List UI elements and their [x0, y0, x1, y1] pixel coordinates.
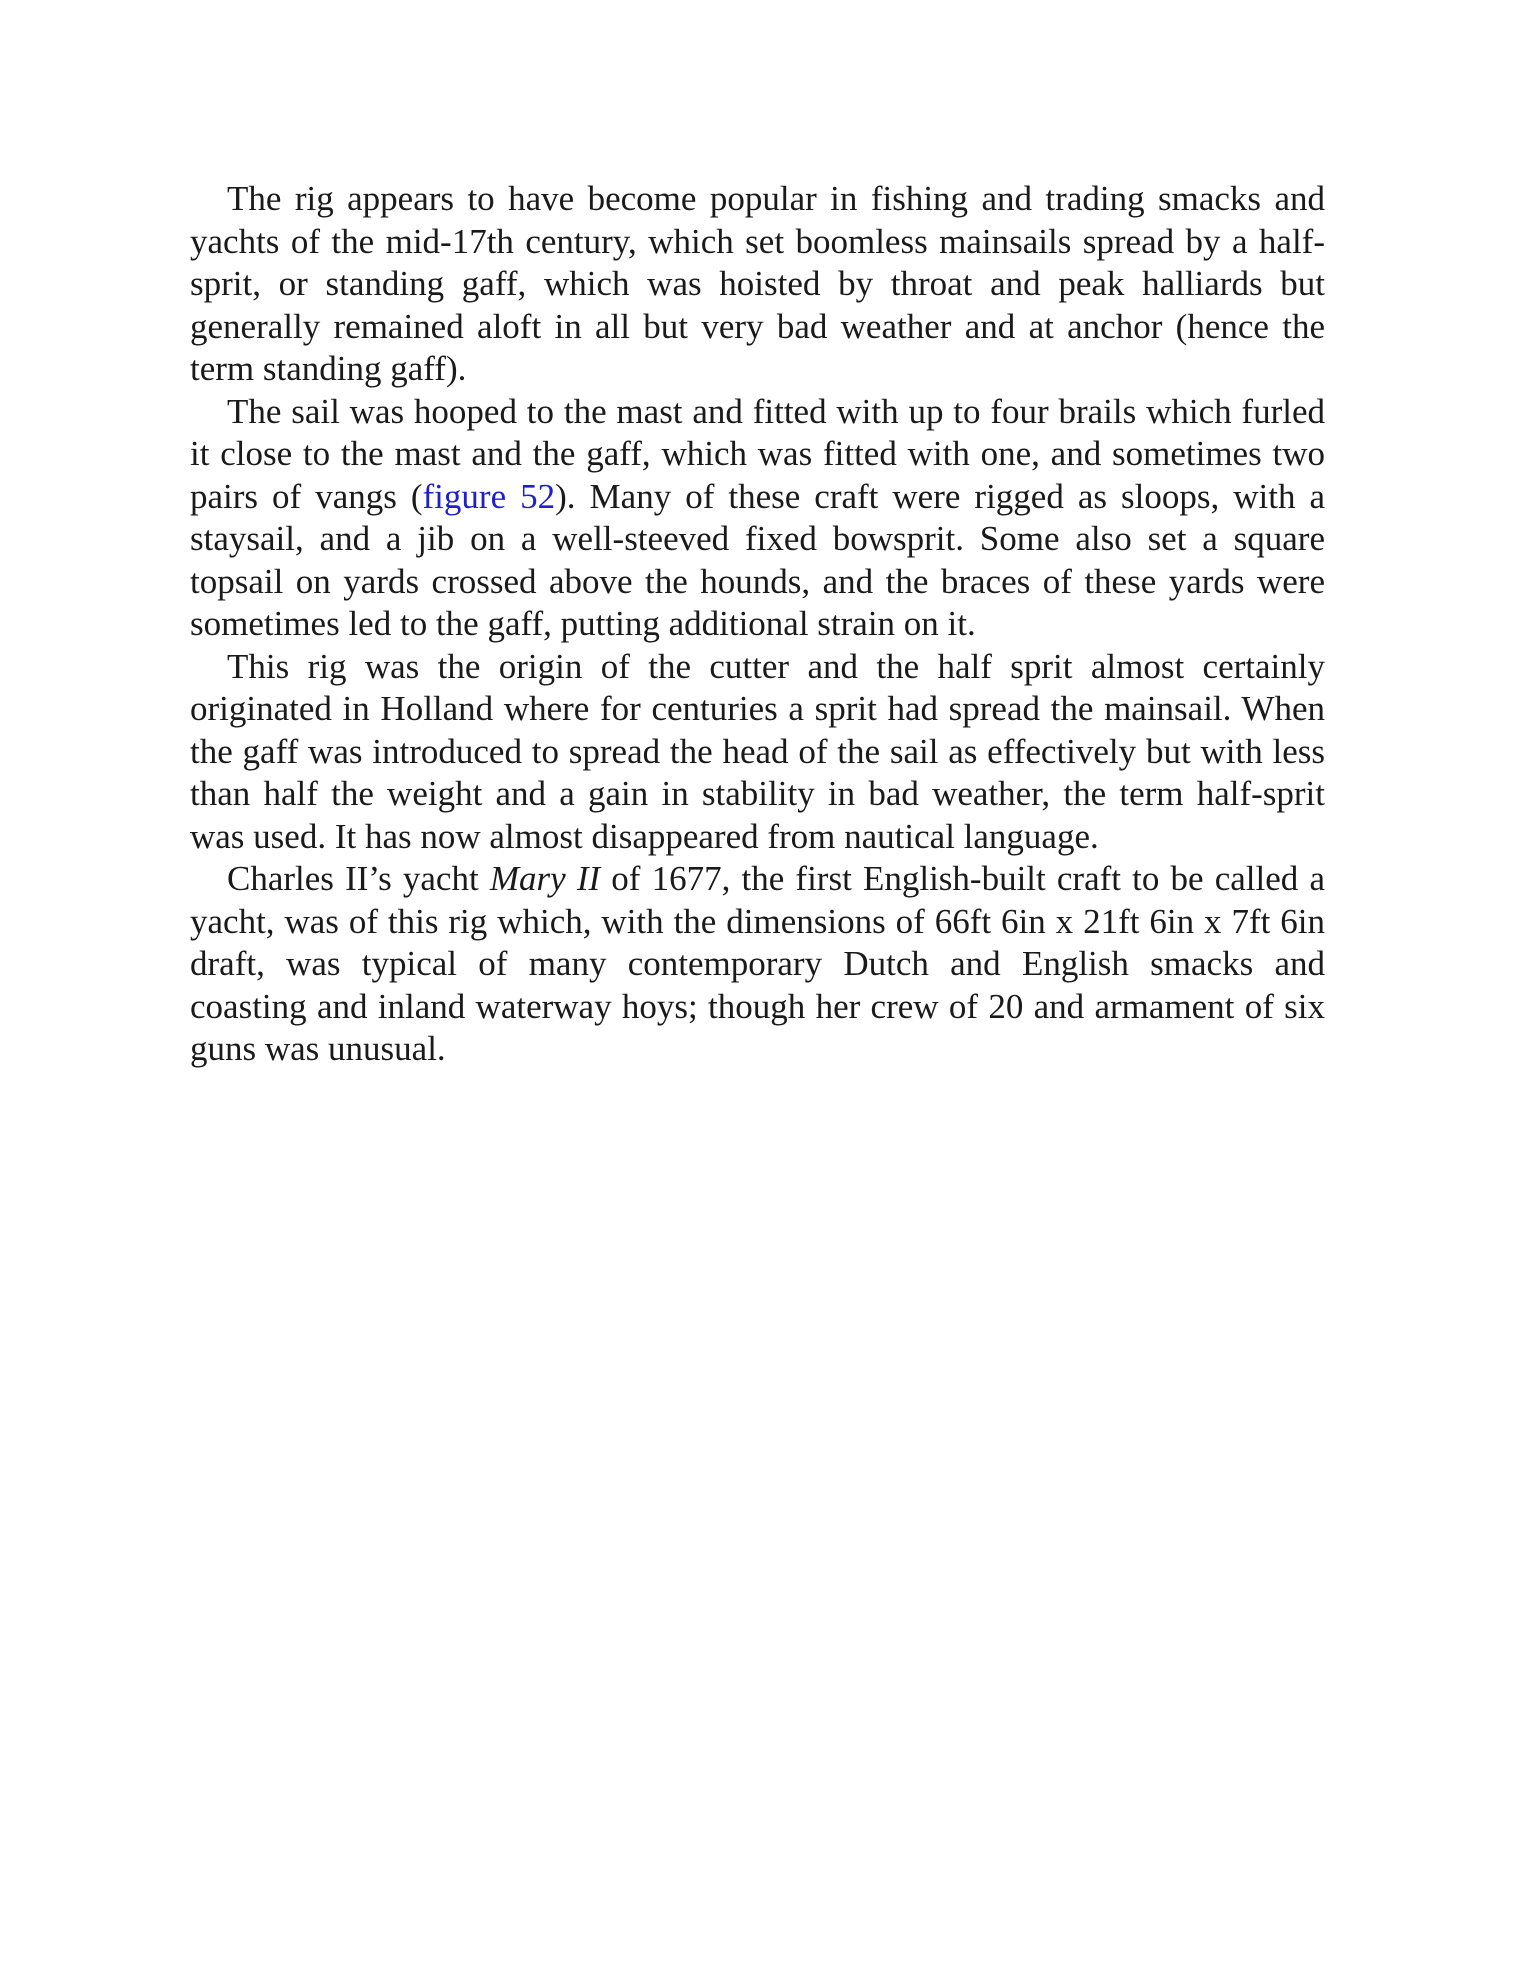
paragraph-text: This rig was the origin of the cutter and the half sprit almost certainly originated in Holland where for centuries a sprit had spread the mainsail. When the gaff was introduced to spread the head of the sail as effectively but with less than half the weight and a gain in stability in bad weather, the term half-sprit was used. It has now almost disappeared from nautical language.	[190, 646, 1325, 856]
document-body	[190, 178, 1325, 1071]
paragraph-text: of 1677, the first English-built craft to be called a yacht, was of this rig which, with the dimensions of 66ft 6in x 21ft 6in x 7ft 6in draft, was typical of many contemporary Dutch and English smacks and coasting and inland waterway hoys; though her crew of 20 and armament of six guns was unusual.	[190, 859, 1325, 1068]
paragraph-sail-hooped	[190, 391, 1325, 646]
ship-name: Mary II	[489, 859, 601, 898]
paragraph-text: The rig appears to have become popular in fishing and trading smacks and yachts of the mid-17th century, which set boomless mainsails spread by a half-sprit, or standing gaff, which was hoisted by throat and peak halliards but generally remained aloft in all but very bad weather and at anchor (hence the term standing gaff).	[190, 179, 1325, 388]
paragraph-text: The sail was hooped to the mast and fitted with up to four brails which furled it close to the mast and the gaff, which was fitted with one, and sometimes two pairs of vangs (	[190, 391, 1325, 516]
paragraph-text: ). Many of these craft were rigged as sloops, with a staysail, and a jib on a well-steeved fixed bowsprit. Some also set a square topsail on yards crossed above the hounds, and the braces of these yards were sometimes led to the gaff, putting additional strain on it.	[190, 476, 1325, 643]
paragraph-cutter-origin	[190, 646, 1325, 859]
paragraph-mary-ii	[190, 858, 1325, 1071]
paragraph-text: Charles II’s yacht	[227, 859, 490, 898]
figure-52-link[interactable]: figure 52	[422, 476, 556, 516]
paragraph-rig-popularity	[190, 178, 1325, 391]
